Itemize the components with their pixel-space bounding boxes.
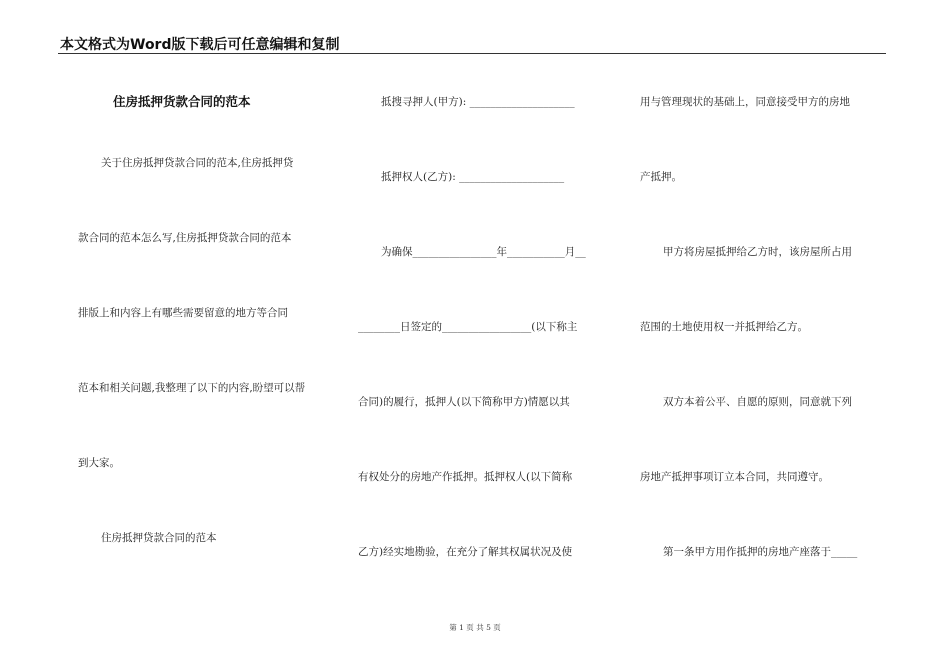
paragraph-line: ________日签定的_________________(以下称主 [358, 321, 578, 333]
header-divider [58, 53, 886, 54]
paragraph-line: 合同)的履行，抵押人(以下简称甲方)情愿以其 [358, 396, 570, 408]
paragraph-line: 乙方)经实地勘验，在充分了解其权属状况及使 [358, 546, 573, 558]
document-title: 住房抵押货款合同的范本 [113, 94, 251, 109]
paragraph-line: 范本和相关问题,我整理了以下的内容,盼望可以帮 [78, 382, 306, 394]
paragraph-line: 排版上和内容上有哪些需要留意的地方等合同 [78, 307, 288, 319]
paragraph-line: 甲方将房屋抵押给乙方时，该房屋所占用 [663, 246, 852, 258]
paragraph-line: 房地产抵押事项订立本合同，共同遵守。 [640, 471, 829, 483]
page-number: 第 1 页 共 5 页 [449, 623, 501, 632]
paragraph-line: 第一条甲方用作抵押的房地产座落于_____ [663, 546, 858, 558]
paragraph-line: 款合同的范本怎么写,住房抵押贷款合同的范本 [78, 232, 292, 244]
paragraph-line: 有权处分的房地产作抵押。抵押权人(以下简称 [358, 471, 573, 483]
paragraph-line: 产抵押。 [640, 171, 682, 183]
paragraph-line: 范围的土地使用权一并抵押给乙方。 [640, 321, 808, 333]
paragraph-line: 抵押权人(乙方): ____________________ [381, 171, 565, 183]
paragraph-line: 为确保________________年___________月__ [381, 246, 586, 258]
paragraph-line: 关于住房抵押贷款合同的范本,住房抵押贷 [101, 157, 294, 169]
paragraph-line: 到大家。 [78, 457, 120, 469]
header-title: 本文格式为Word版下载后可任意编辑和复制 [60, 37, 340, 53]
paragraph-line: 抵搜寻押人(甲方): ____________________ [381, 96, 575, 108]
section-heading: 住房抵押贷款合同的范本 [101, 532, 217, 544]
paragraph-line: 双方本着公平、自愿的原则，同意就下列 [663, 396, 852, 408]
paragraph-line: 用与管理现状的基础上，同意接受甲方的房地 [640, 96, 850, 108]
